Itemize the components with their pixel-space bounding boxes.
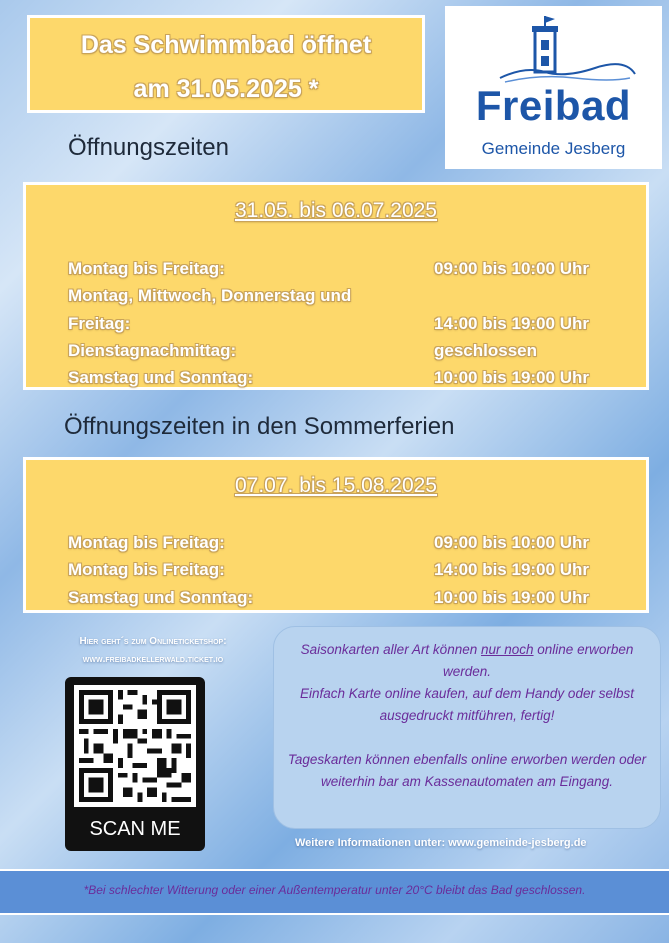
logo-subtitle: Gemeinde Jesberg [481, 139, 626, 158]
heading-opening-hours: Öffnungszeiten [68, 134, 230, 161]
row-label: Montag bis Freitag: [68, 259, 225, 278]
qr-code-card[interactable] [65, 677, 205, 851]
row-label: Montag, Mittwoch, Donnerstag und [68, 286, 352, 305]
row-label: Samstag und Sonntag: [68, 588, 254, 607]
period-regular: 31.05. bis 06.07.2025 [234, 199, 437, 222]
qr-code-icon[interactable] [74, 685, 196, 807]
info-paragraph-1 [274, 639, 660, 683]
freibad-logo [445, 6, 662, 169]
heading-summer-hours: Öffnungszeiten in den Sommerferien [64, 413, 455, 440]
row-label: Freitag: [68, 314, 131, 333]
row-label: Samstag und Sonntag: [68, 368, 254, 387]
tower-icon [445, 6, 662, 86]
info-paragraph-2: Einfach Karte online kaufen, auf dem Handy oder selbst ausgedruckt mitführen, fertig! [300, 686, 634, 723]
row-time: 09:00 bis 10:00 Uhr [434, 533, 589, 552]
more-info-text[interactable]: Weitere Informationen unter: www.gemeinde-jesberg.de [295, 837, 587, 849]
info-paragraph-3: Tageskarten können ebenfalls online erworben werden oder weiterhin bar am Kassenautomaten am Eingang. [287, 752, 647, 789]
info-emphasis: nur noch [480, 642, 534, 657]
row-time: 10:00 bis 19:00 Uhr [434, 368, 589, 387]
schedule-regular [23, 182, 649, 390]
row-label: Montag bis Freitag: [68, 560, 225, 579]
row-time: 10:00 bis 19:00 Uhr [434, 588, 589, 607]
footnote-text: *Bei schlechter Witterung oder einer Außentemperatur unter 20°C bleibt das Bad geschlossen. [83, 883, 586, 897]
info-text: online erworben werden. [442, 642, 634, 679]
row-label: Dienstagnachmittag: [68, 341, 237, 360]
row-time: 14:00 bis 19:00 Uhr [434, 560, 589, 579]
scan-me-label: SCAN ME [89, 818, 181, 840]
ticketshop-url[interactable]: www.freibadkellerwald.ticket.io [82, 654, 224, 665]
ticketshop-text [28, 633, 278, 669]
info-bubble [273, 626, 661, 829]
title-line-1: Das Schwimmbad öffnet [80, 31, 372, 59]
info-text: Saisonkarten aller Art können [300, 642, 481, 657]
schedule-summer [23, 457, 649, 613]
logo-word: Freibad [475, 82, 632, 129]
ticketshop-label: Hier geht´s zum Onlineticketshop: [79, 636, 227, 647]
row-time: geschlossen [434, 341, 537, 360]
period-summer: 07.07. bis 15.08.2025 [234, 474, 437, 497]
title-line-2: am 31.05.2025 * [133, 75, 319, 103]
row-label: Montag bis Freitag: [68, 533, 225, 552]
row-time: 09:00 bis 10:00 Uhr [434, 259, 589, 278]
row-time: 14:00 bis 19:00 Uhr [434, 314, 589, 333]
footnote-band [0, 869, 669, 915]
title-box [27, 15, 425, 113]
